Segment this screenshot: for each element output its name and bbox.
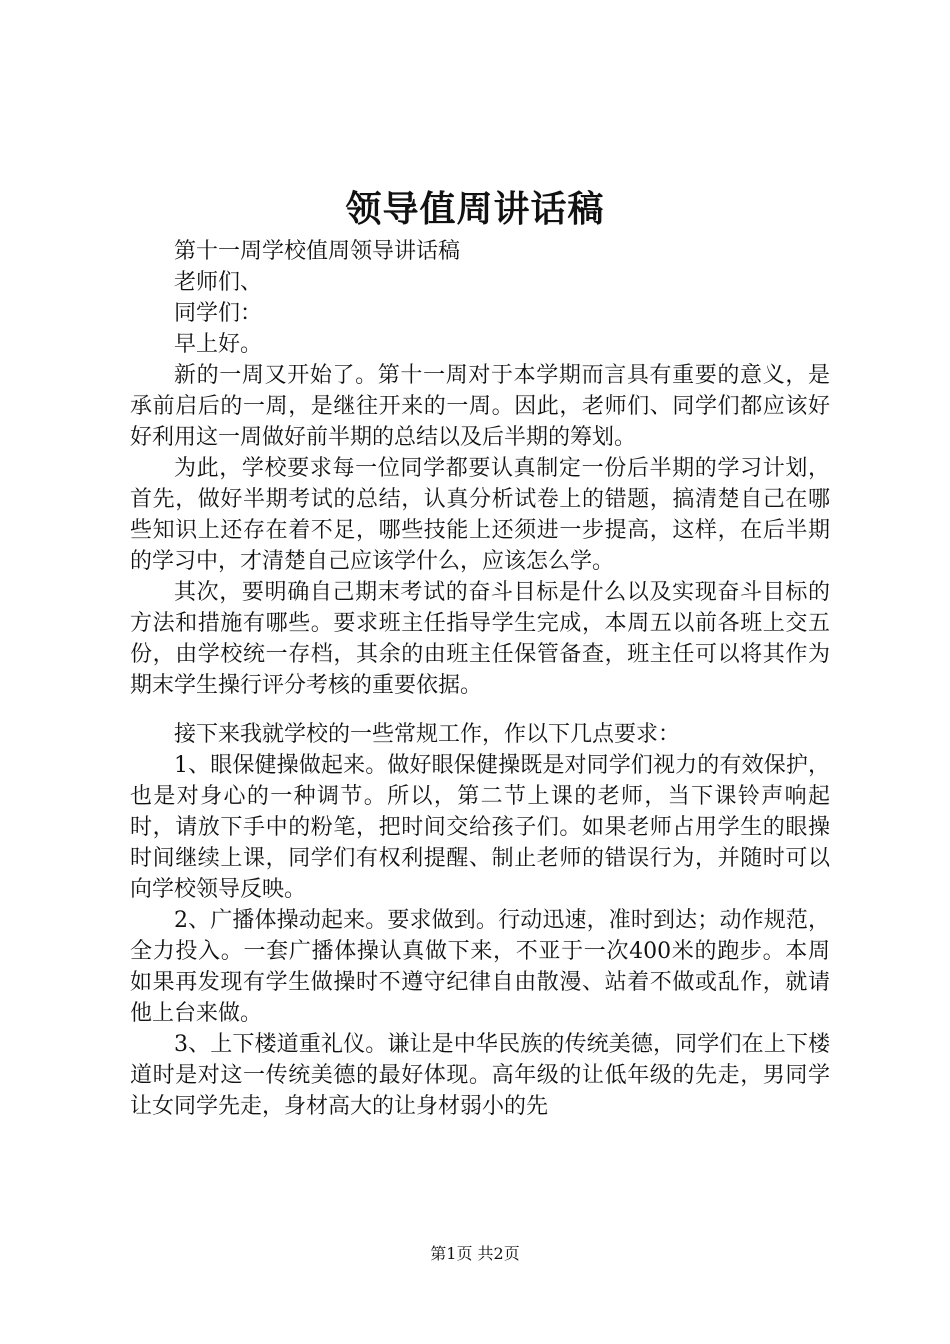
paragraph-study-plan: 为此，学校要求每一位同学都要认真制定一份后半期的学习计划，首先，做好半期考试的总结，认真分析试卷上的错题，搞清楚自己在哪些知识上还存在着不足，哪些技能上还须进一步提高，这样，在后半期的学习中，才清楚自己应该学什么，应该怎么学。 [130,456,830,574]
page-footer: 第1页 共2页 [430,1244,520,1263]
subtitle-line: 第十一周学校值周领导讲话稿 [174,239,461,264]
paragraph-eye-exercises: 1、眼保健操做起来。做好眼保健操既是对同学们视力的有效保护，也是对身心的一种调节。所以，第二节上课的老师，当下课铃声响起时，请放下手中的粉笔，把时间交给孩子们。如果老师占用学生的眼操时间继续上课，同学们有权利提醒、制止老师的错误行为，并随时可以向学校领导反映。 [130,753,830,902]
greeting-students: 同学们： [174,301,263,326]
document-body [130,236,830,1122]
paragraph-new-week: 新的一周又开始了。第十一周对于本学期而言具有重要的意义，是承前启后的一周，是继往开来的一周。因此，老师们、同学们都应该好好利用这一周做好前半期的总结以及后半期的筹划。 [130,363,830,450]
greeting-teachers: 老师们、 [174,270,263,295]
paragraph-stair-etiquette: 3、上下楼道重礼仪。谦让是中华民族的传统美德，同学们在上下楼道时是对这一传统美德的最好体现。高年级的让低年级的先走，男同学让女同学先走，身材高大的让身材弱小的先 [130,1032,830,1119]
paragraph-requirements-intro: 接下来我就学校的一些常规工作，作以下几点要求： [174,722,681,747]
document-title: 领导值周讲话稿 [345,188,605,230]
paragraph-goals: 其次，要明确自己期末考试的奋斗目标是什么以及实现奋斗目标的方法和措施有哪些。要求班主任指导学生完成，本周五以前各班上交五份，由学校统一存档，其余的由班主任保管备查，班主任可以将其作为期末学生操行评分考核的重要依据。 [130,580,830,698]
greeting-morning: 早上好。 [174,332,263,357]
paragraph-broadcast-exercises: 2、广播体操动起来。要求做到。行动迅速，准时到达；动作规范，全力投入。一套广播体操认真做下来，不亚于一次400米的跑步。本周如果再发现有学生做操时不遵守纪律自由散漫、站着不做或乱作，就请他上台来做。 [130,908,830,1026]
